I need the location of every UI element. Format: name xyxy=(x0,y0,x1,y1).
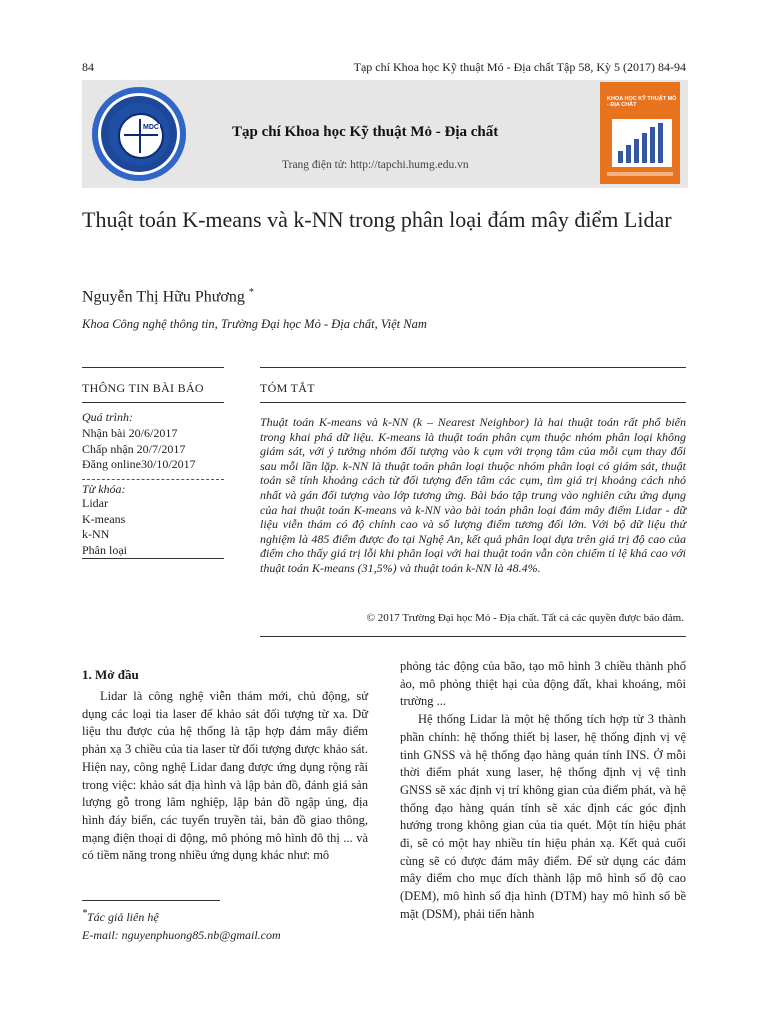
keyword: K-means xyxy=(82,511,126,526)
footnote-label: Tác giả liên hệ xyxy=(87,910,159,924)
divider xyxy=(82,402,224,403)
paragraph: Hệ thống Lidar là một hệ thống tích hợp từ 3 thành phần chính: hệ thống thiết bị laser, hệ thống định vị vệ tinh GNSS và hệ thống đạo hàng quán tính INS. Ở mỗi thời điểm phát xung laser, hệ thống định vị vệ tinh GNSS sẽ xác định vị trí không gian của điểm phát, và hệ thống đạo hàng quán tính sẽ xác định các góc định hướng trong không gian của tia quét. Một tín hiệu phát đi, sẽ có một hay nhiều tín hiệu phản xạ. Kết quả cuối cùng sẽ có được đám mây điểm. Để sử dụng các đám mây điểm cho mục đích thành lập mô hình số độ cao (DEM), mô hình số địa hình (DTM) hay mô hình số bề mặt (DSM), phải tiến hành xyxy=(400,712,686,921)
divider xyxy=(82,479,224,480)
paragraph: phỏng tác động của bão, tạo mô hình 3 chiều thành phố ảo, mô phỏng thiệt hại của động đất, khai khoáng, môi trường ... xyxy=(400,659,686,709)
cover-footer-strip xyxy=(607,172,673,176)
email-address[interactable]: nguyenphuong85.nb@gmail.com xyxy=(121,928,281,942)
divider xyxy=(82,558,224,559)
copyright-notice: © 2017 Trường Đại học Mỏ - Địa chất. Tất cả các quyền được bảo đảm. xyxy=(366,612,684,624)
keyword: Lidar xyxy=(82,496,108,510)
keywords-list xyxy=(82,496,127,558)
corresponding-author-footnote xyxy=(82,905,281,944)
left-column xyxy=(82,688,368,865)
journal-citation: Tạp chí Khoa học Kỹ thuật Mỏ - Địa chất Tập 58, Kỳ 5 (2017) 84-94 xyxy=(353,60,686,74)
author-mark: * xyxy=(248,287,254,298)
right-column xyxy=(400,658,686,924)
globe-icon xyxy=(118,113,164,159)
received-date: Nhận bài 20/6/2017 xyxy=(82,426,178,440)
section-heading: 1. Mở đầu xyxy=(82,667,139,682)
keywords-label: Từ khóa: xyxy=(82,482,126,496)
divider xyxy=(82,367,224,368)
divider xyxy=(260,402,686,403)
accepted-date: Chấp nhận 20/7/2017 xyxy=(82,442,186,456)
logo-text: MDC xyxy=(143,124,159,131)
article-title: Thuật toán K-means và k-NN trong phân loại đám mây điểm Lidar xyxy=(82,207,672,232)
keyword: Phân loại xyxy=(82,542,127,557)
author-text: Nguyễn Thị Hữu Phương xyxy=(82,288,245,306)
abstract-text: Thuật toán K-means và k-NN (k – Nearest Neighbor) là hai thuật toán rất phổ biến trong khai phá dữ liệu. K-means là thuật toán phân cụm thuộc nhóm phân loại không giám sát, với ý tưởng nhóm đối tượng vào k cụm với trọng tâm của mỗi cụm thay đổi sau mỗi lần lặp. k-NN là thuật toán phân loại thuộc nhóm phân loại có giám sát, thuật toán sẽ tính khoảng cách từ đối tượng đến tâm các cụm, tìm giá trị khoảng cách nhỏ nhất và gán đối tượng vào lớp tương ứng. Bài báo tập trung vào nghiên cứu ứng dụng của hai thuật toán K-means và k-NN vào bài toán phân loại đám mây điểm Lidar - dữ liệu viễn thám có độ chính cao và số lượng điểm tương đối lớn. Với bộ dữ liệu thử nghiệm là 485 điểm được đo tại Nghệ An, kết quả phân loại dựa trên giá trị độ cao của điểm cho thấy giá trị lỗi khi phân loại với hai thuật toán vẫn còn chiếm tỉ lệ khá cao với thuật toán K-means (31,5%) và thuật toán k-NN là 48.4%. xyxy=(260,415,686,575)
cover-title: KHOA HỌC KỸ THUẬT MỎ - ĐỊA CHẤT xyxy=(607,96,677,108)
paragraph: Lidar là công nghệ viễn thám mới, chủ động, sử dụng các loại tia laser để khảo sát đối tượng từ xa. Dữ liệu thu được của hệ thống là tập hợp đám mây điểm phản xạ 3 chiều của tia laser từ đối tượng được khảo sát. Hiện nay, công nghệ Lidar đang được ứng dụng rộng rãi trong việc: khảo sát địa hình và lập bản đồ, đánh giá sản lượng gỗ trong lâm nghiệp, lập bản đồ ngập úng, địa hình đáy biển, các tuyến truyền tải, bản đồ giao thông, mạng điện thoại di động, mô phỏng mô hình đô thị ... và có tiềm năng trong nhiều ứng dụng khác như: mô xyxy=(82,689,368,863)
footnote-email-line xyxy=(82,926,281,944)
journal-name: Tạp chí Khoa học Kỹ thuật Mỏ - Địa chất xyxy=(232,124,499,140)
email-label: E-mail: xyxy=(82,928,119,942)
divider xyxy=(260,367,686,368)
keyword: k-NN xyxy=(82,527,110,541)
article-info-heading: THÔNG TIN BÀI BÁO xyxy=(82,381,204,395)
page-number: 84 xyxy=(82,60,94,74)
author-name xyxy=(82,287,254,306)
divider xyxy=(260,636,686,637)
process-label: Quá trình: xyxy=(82,410,133,424)
online-date: Đăng online30/10/2017 xyxy=(82,457,196,471)
footnote-label-line: *Tác giả liên hệ xyxy=(82,908,159,924)
journal-url[interactable]: Trang điện tử: http://tapchi.humg.edu.vn xyxy=(282,159,469,171)
footnote-divider xyxy=(82,900,220,901)
abstract-heading: TÓM TẮT xyxy=(260,381,315,395)
author-affiliation: Khoa Công nghệ thông tin, Trường Đại học Mỏ - Địa chất, Việt Nam xyxy=(82,317,427,331)
cover-chart-graphic xyxy=(612,119,672,167)
